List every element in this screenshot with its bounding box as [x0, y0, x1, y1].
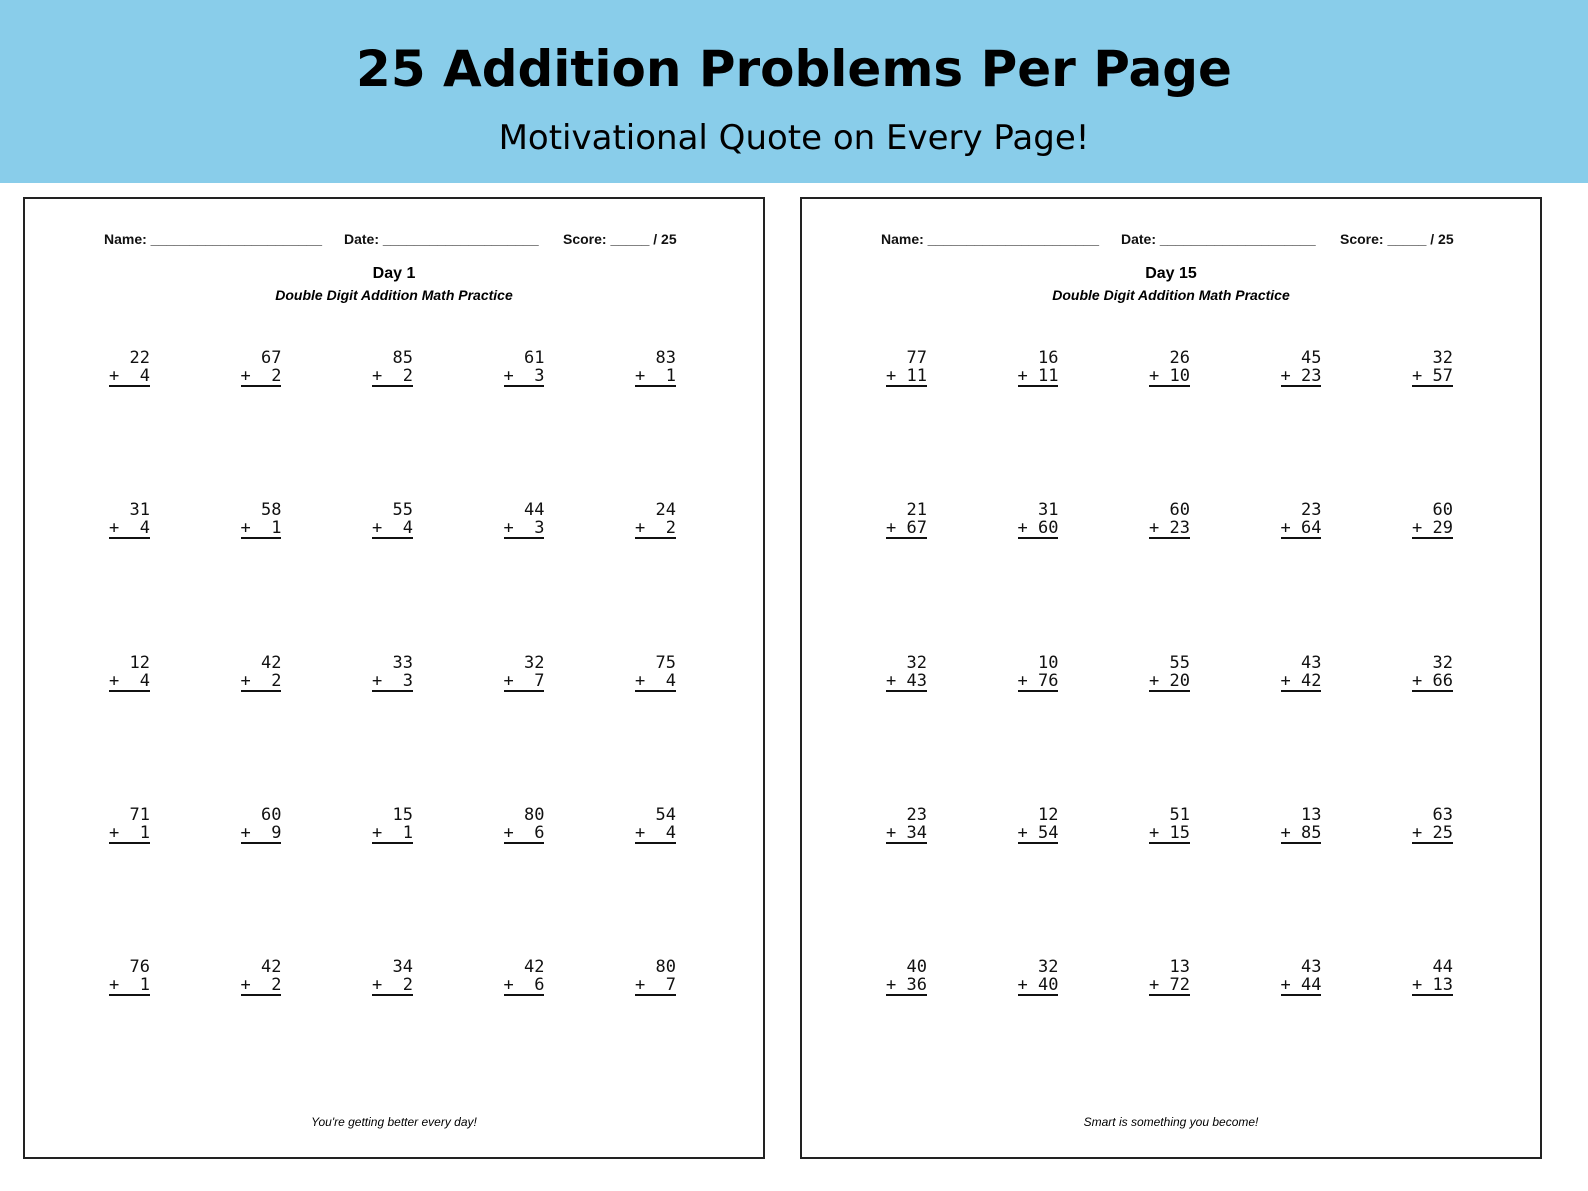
addend-top: 45: [1280, 348, 1322, 368]
addend-bottom: + 6: [503, 975, 545, 996]
addend-top: 34: [372, 957, 413, 978]
addend-top: 31: [109, 500, 150, 521]
addend-top: 55: [1149, 652, 1190, 673]
addend-top: 80: [635, 957, 676, 978]
addition-problem: [109, 501, 150, 539]
addend-top: 80: [503, 804, 545, 825]
addend-top: 75: [635, 652, 676, 673]
addend-top: 43: [1280, 652, 1322, 673]
addend-bottom: + 25: [1412, 822, 1453, 843]
addend-top: 63: [1412, 804, 1453, 825]
addend-bottom: + 3: [503, 366, 545, 386]
addend-bottom: + 1: [109, 822, 150, 843]
addend-bottom: + 4: [109, 518, 150, 539]
addition-problem: [1281, 806, 1322, 844]
addend-bottom: + 7: [503, 670, 545, 691]
addition-problem: [109, 349, 150, 387]
addend-bottom: + 57: [1412, 366, 1453, 386]
addend-top: 26: [1149, 348, 1190, 368]
addend-top: 23: [1280, 500, 1322, 521]
addition-problem: [1412, 654, 1453, 692]
addition-problem: [1281, 349, 1322, 387]
addend-bottom: + 76: [1017, 670, 1059, 691]
addend-top: 16: [1017, 348, 1059, 368]
addition-problem: [1412, 806, 1453, 844]
date-field: Date: ____________________: [344, 231, 539, 247]
addend-top: 42: [503, 957, 545, 978]
addition-problem: [372, 349, 413, 387]
addend-top: 83: [635, 348, 676, 368]
addend-bottom: + 42: [1280, 670, 1322, 691]
addend-bottom: + 85: [1280, 822, 1322, 843]
addend-bottom: + 34: [886, 822, 927, 843]
addend-top: 43: [1280, 957, 1322, 978]
addend-bottom: + 2: [635, 518, 676, 539]
motivational-quote: You're getting better every day!: [311, 1115, 477, 1129]
addition-problem: [1018, 654, 1059, 692]
addend-top: 60: [1149, 500, 1190, 521]
addend-top: 24: [635, 500, 676, 521]
addend-top: 42: [240, 957, 282, 978]
addend-bottom: + 1: [109, 975, 150, 996]
addend-top: 67: [240, 348, 282, 368]
addend-bottom: + 60: [1017, 518, 1059, 539]
date-field: Date: ____________________: [1121, 231, 1316, 247]
addition-problem: [241, 806, 282, 844]
addend-top: 21: [886, 500, 927, 521]
addend-bottom: + 11: [886, 366, 927, 386]
addend-top: 77: [886, 348, 927, 368]
addition-problem: [635, 654, 676, 692]
addend-bottom: + 4: [372, 518, 413, 539]
addend-bottom: + 7: [635, 975, 676, 996]
addend-top: 40: [886, 957, 927, 978]
addition-problem: [1149, 806, 1190, 844]
score-field: Score: _____ / 25: [563, 231, 677, 247]
addend-bottom: + 9: [240, 822, 282, 843]
addition-problem: [635, 806, 676, 844]
addend-top: 12: [1017, 804, 1059, 825]
addend-top: 32: [1017, 957, 1059, 978]
addend-bottom: + 2: [240, 975, 282, 996]
addition-problem: [109, 958, 150, 996]
addend-bottom: + 1: [240, 518, 282, 539]
addend-top: 55: [372, 500, 413, 521]
addend-bottom: + 20: [1149, 670, 1190, 691]
addition-problem: [1149, 501, 1190, 539]
worksheet-day-15: [800, 197, 1542, 1159]
addend-bottom: + 2: [372, 975, 413, 996]
worksheet-title: Day 15: [1145, 265, 1197, 282]
worksheet-subtitle: Double Digit Addition Math Practice: [275, 287, 513, 303]
addend-bottom: + 3: [503, 518, 545, 539]
addend-top: 60: [240, 804, 282, 825]
addend-top: 22: [109, 348, 150, 368]
addition-problem: [372, 654, 413, 692]
addend-bottom: + 4: [109, 366, 150, 386]
addition-problem: [504, 806, 545, 844]
addend-bottom: + 40: [1017, 975, 1059, 996]
addition-problem: [1281, 654, 1322, 692]
addend-top: 32: [886, 652, 927, 673]
addend-bottom: + 13: [1412, 975, 1453, 996]
addition-problem: [886, 806, 927, 844]
addition-problem: [1412, 501, 1453, 539]
addition-problem: [635, 958, 676, 996]
name-field: Name: ______________________: [881, 231, 1099, 247]
addition-problem: [886, 654, 927, 692]
addition-problem: [504, 349, 545, 387]
addition-problem: [241, 501, 282, 539]
addition-problem: [1149, 654, 1190, 692]
addition-problem: [1412, 958, 1453, 996]
addend-bottom: + 67: [886, 518, 927, 539]
addition-problem: [504, 654, 545, 692]
addend-bottom: + 10: [1149, 366, 1190, 386]
addend-bottom: + 4: [109, 670, 150, 691]
addend-top: 61: [503, 348, 545, 368]
addition-problem: [635, 349, 676, 387]
banner: [0, 0, 1588, 183]
addend-top: 32: [503, 652, 545, 673]
addition-problem: [886, 501, 927, 539]
addend-top: 60: [1412, 500, 1453, 521]
addition-problem: [372, 501, 413, 539]
addition-problem: [109, 806, 150, 844]
addend-bottom: + 2: [372, 366, 413, 386]
addend-bottom: + 1: [372, 822, 413, 843]
addend-bottom: + 36: [886, 975, 927, 996]
addend-bottom: + 66: [1412, 670, 1453, 691]
worksheet-subtitle: Double Digit Addition Math Practice: [1052, 287, 1290, 303]
addend-bottom: + 4: [635, 822, 676, 843]
addend-top: 44: [1412, 957, 1453, 978]
addend-top: 13: [1280, 804, 1322, 825]
addend-top: 33: [372, 652, 413, 673]
addition-problem: [241, 958, 282, 996]
addend-bottom: + 29: [1412, 518, 1453, 539]
addend-bottom: + 6: [503, 822, 545, 843]
addend-top: 58: [240, 500, 282, 521]
addend-top: 54: [635, 804, 676, 825]
addition-problem: [635, 501, 676, 539]
addend-top: 31: [1017, 500, 1059, 521]
name-field: Name: ______________________: [104, 231, 322, 247]
addition-problem: [1281, 501, 1322, 539]
banner-title: 25 Addition Problems Per Page: [356, 40, 1232, 98]
addend-bottom: + 2: [240, 366, 282, 386]
addend-bottom: + 11: [1017, 366, 1059, 386]
addend-top: 15: [372, 804, 413, 825]
addend-bottom: + 3: [372, 670, 413, 691]
motivational-quote: Smart is something you become!: [1083, 1115, 1259, 1129]
score-field: Score: _____ / 25: [1340, 231, 1454, 247]
addition-problem: [1149, 958, 1190, 996]
worksheet-day-1: [23, 197, 765, 1159]
addition-problem: [372, 958, 413, 996]
addend-bottom: + 43: [886, 670, 927, 691]
addition-problem: [504, 501, 545, 539]
addition-problem: [241, 349, 282, 387]
addend-top: 44: [503, 500, 545, 521]
addend-top: 42: [240, 652, 282, 673]
addend-bottom: + 2: [240, 670, 282, 691]
addition-problem: [886, 349, 927, 387]
addend-top: 32: [1412, 652, 1453, 673]
addend-top: 12: [109, 652, 150, 673]
addition-problem: [241, 654, 282, 692]
addend-bottom: + 4: [635, 670, 676, 691]
addition-problem: [504, 958, 545, 996]
addition-problem: [1149, 349, 1190, 387]
addition-problem: [372, 806, 413, 844]
addend-top: 10: [1017, 652, 1059, 673]
worksheet-title: Day 1: [372, 265, 416, 282]
addition-problem: [886, 958, 927, 996]
addend-top: 85: [372, 348, 413, 368]
addend-bottom: + 44: [1280, 975, 1322, 996]
addend-bottom: + 23: [1149, 518, 1190, 539]
addend-top: 51: [1149, 804, 1190, 825]
addend-top: 71: [109, 804, 150, 825]
addend-top: 32: [1412, 348, 1453, 368]
addend-top: 13: [1149, 957, 1190, 978]
addend-bottom: + 23: [1280, 366, 1322, 386]
addition-problem: [1281, 958, 1322, 996]
addition-problem: [1018, 349, 1059, 387]
addend-bottom: + 72: [1149, 975, 1190, 996]
addition-problem: [1018, 806, 1059, 844]
addend-bottom: + 15: [1149, 822, 1190, 843]
addend-top: 23: [886, 804, 927, 825]
addend-bottom: + 54: [1017, 822, 1059, 843]
addition-problem: [109, 654, 150, 692]
addend-top: 76: [109, 957, 150, 978]
addition-problem: [1412, 349, 1453, 387]
addend-bottom: + 1: [635, 366, 676, 386]
addend-bottom: + 64: [1280, 518, 1322, 539]
addition-problem: [1018, 501, 1059, 539]
addition-problem: [1018, 958, 1059, 996]
banner-subtitle: Motivational Quote on Every Page!: [498, 118, 1090, 158]
